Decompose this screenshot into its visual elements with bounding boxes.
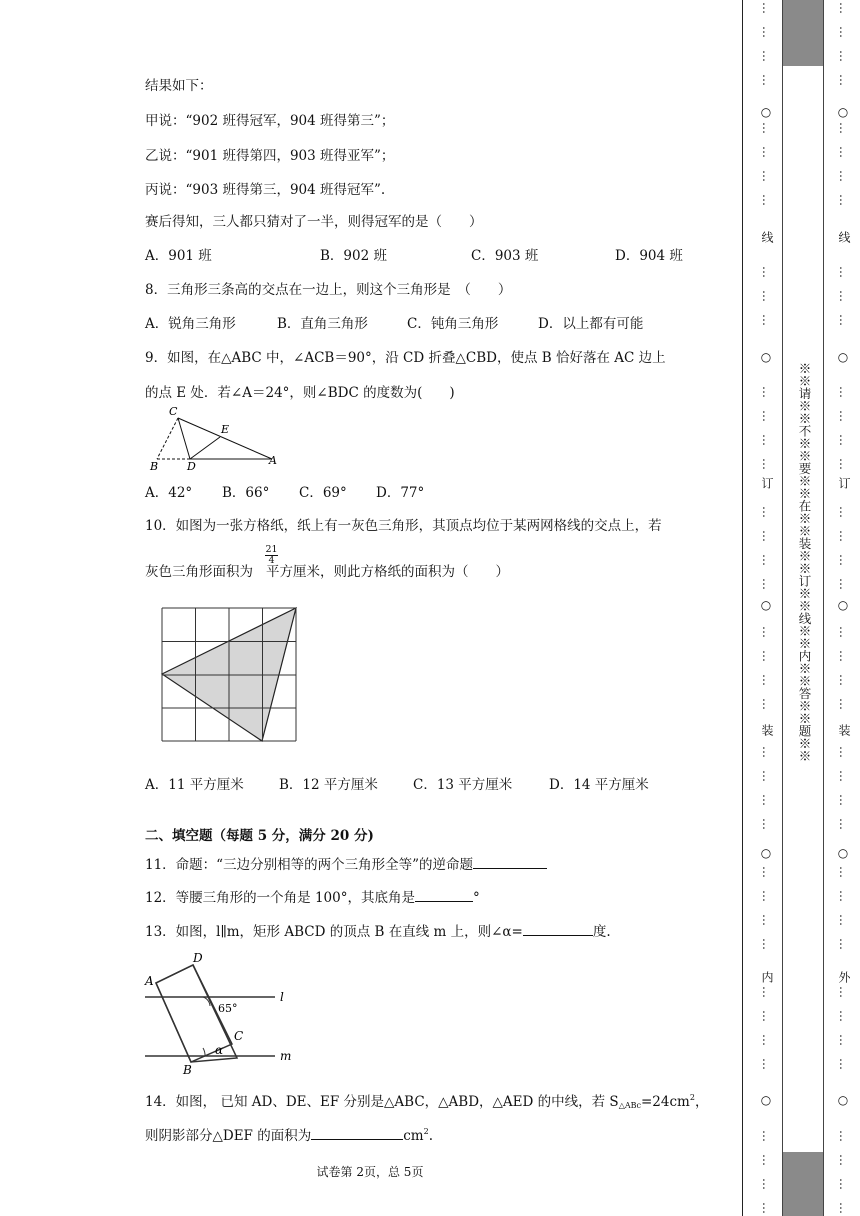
q9-label-c: C xyxy=(169,405,178,418)
outer-dots: … xyxy=(837,866,851,878)
outer-dots: … xyxy=(837,506,851,518)
outer-dots: … xyxy=(837,146,851,158)
inner-dots: … xyxy=(760,458,774,470)
q9-option-d: D．77° xyxy=(376,485,425,501)
outer-dots: … xyxy=(837,194,851,206)
q13-label-b: B xyxy=(183,1063,192,1077)
q8-option-a: A．锐角三角形 xyxy=(145,316,236,332)
q10-option-c: C．13 平方厘米 xyxy=(413,777,513,793)
q7-option-c: C．903 班 xyxy=(471,248,539,264)
q7-stem: 赛后得知，三人都只猜对了一半，则得冠军的是（ ） xyxy=(145,214,483,230)
inner-dots: … xyxy=(760,746,774,758)
outer-dotted-column xyxy=(836,0,850,1216)
q7-jia-statement: 甲说：“902 班得冠军，904 班得第三”； xyxy=(145,113,395,129)
notice-strip-bottom-block xyxy=(783,1152,823,1216)
outer-dots: … xyxy=(837,1130,851,1142)
outer-mark-0: 线 xyxy=(837,231,851,243)
inner-dots: … xyxy=(760,554,774,566)
q13-label-d: D xyxy=(193,951,203,965)
inner-dots: … xyxy=(760,914,774,926)
margin-border-line xyxy=(742,0,743,1216)
outer-dots: … xyxy=(837,818,851,830)
outer-mark-3: 外 xyxy=(837,971,851,983)
page-footer: 试卷第 2页，总 5页 xyxy=(316,1165,424,1179)
q10-fraction xyxy=(265,545,278,566)
outer-dots: … xyxy=(837,1058,851,1070)
inner-dots: … xyxy=(760,986,774,998)
inner-dots: … xyxy=(760,674,774,686)
q13-label-c: C xyxy=(234,1029,244,1043)
inner-mark-1: 订 xyxy=(760,477,774,489)
outer-circle-mark: ○ xyxy=(837,1093,849,1107)
outer-circle-mark: ○ xyxy=(837,846,849,860)
inner-dots: … xyxy=(760,314,774,326)
outer-dots: … xyxy=(837,650,851,662)
inner-circle-mark: ○ xyxy=(760,105,772,119)
q9-stem-line2: 的点 E 处．若∠A＝24°，则∠BDC 的度数为( ) xyxy=(145,385,455,401)
q10-stem-line1: 10．如图为一张方格纸，纸上有一灰色三角形，其顶点均位于某两网格线的交点上，若 xyxy=(145,518,662,534)
q9-label-d: D xyxy=(187,460,196,473)
outer-dots: … xyxy=(837,938,851,950)
inner-dots: … xyxy=(760,1034,774,1046)
inner-dots: … xyxy=(760,1010,774,1022)
outer-dots: … xyxy=(837,698,851,710)
outer-dots: … xyxy=(837,2,851,14)
q14-text-line1: 14．如图， 已知 AD、DE、EF 分别是△ABC，△ABD，△AED 的中线，若 $S\triangle ABc=24cm^2$， xyxy=(145,1093,709,1110)
q7-option-b: B．902 班 xyxy=(320,248,387,264)
outer-dots: … xyxy=(837,746,851,758)
q13-answer-blank[interactable] xyxy=(523,923,593,936)
outer-dots: … xyxy=(837,674,851,686)
inner-dots: … xyxy=(760,194,774,206)
inner-dots: … xyxy=(760,410,774,422)
inner-dots: … xyxy=(760,266,774,278)
q13-label-a: A xyxy=(145,974,154,988)
outer-dots: … xyxy=(837,458,851,470)
q10-stem-line2: 灰色三角形面积为 平方厘米，则此方格纸的面积为（ ） xyxy=(145,564,509,580)
q9-option-b: B．66° xyxy=(222,485,270,501)
q7-option-a: A．901 班 xyxy=(145,248,212,264)
inner-mark-3: 内 xyxy=(760,971,774,983)
section2-title: 二、填空题（每题 5 分，满分 20 分) xyxy=(145,828,374,844)
notice-strip-top-block xyxy=(783,0,823,66)
q13-angle-65: 65° xyxy=(218,1002,238,1015)
q13-label-l: l xyxy=(280,990,284,1004)
q12-answer-blank[interactable] xyxy=(415,889,473,902)
q9-label-b: B xyxy=(150,460,159,473)
inner-dots: … xyxy=(760,938,774,950)
inner-dots: … xyxy=(760,1154,774,1166)
inner-mark-2: 装 xyxy=(760,724,774,736)
q7-bing-statement: 丙说：“903 班得第三，904 班得冠军”. xyxy=(145,182,386,198)
outer-dots: … xyxy=(837,290,851,302)
outer-dots: … xyxy=(837,50,851,62)
inner-dots: … xyxy=(760,698,774,710)
inner-dots: … xyxy=(760,50,774,62)
outer-mark-1: 订 xyxy=(837,477,851,489)
q8-stem: 8．三角形三条高的交点在一边上，则这个三角形是 （ ） xyxy=(145,282,512,298)
inner-dots: … xyxy=(760,26,774,38)
outer-dots: … xyxy=(837,1010,851,1022)
inner-dots: … xyxy=(760,74,774,86)
notice-strip xyxy=(782,0,824,1216)
outer-dots: … xyxy=(837,74,851,86)
q13-label-m: m xyxy=(280,1049,292,1063)
q13-text: 13．如图，l∥m，矩形 ABCD 的顶点 B 在直线 m 上，则∠α= 度. xyxy=(145,924,611,940)
inner-dots: … xyxy=(760,386,774,398)
outer-circle-mark: ○ xyxy=(837,105,849,119)
q10-grid-figure xyxy=(158,604,302,746)
inner-dots: … xyxy=(760,890,774,902)
q9-label-a: A xyxy=(269,454,277,467)
inner-dots: … xyxy=(760,170,774,182)
q10-option-b: B．12 平方厘米 xyxy=(279,777,378,793)
notice-text: ※※请※※不※※要※※在※※装※※订※※线※※内※※答※※题※※ xyxy=(797,362,812,762)
outer-dots: … xyxy=(837,386,851,398)
outer-dots: … xyxy=(837,986,851,998)
q8-option-d: D．以上都有可能 xyxy=(538,316,644,332)
q9-label-e: E xyxy=(221,423,230,436)
q9-option-a: A．42° xyxy=(145,485,193,501)
outer-dots: … xyxy=(837,1154,851,1166)
inner-mark-0: 线 xyxy=(760,231,774,243)
inner-dots: … xyxy=(760,146,774,158)
outer-dots: … xyxy=(837,530,851,542)
outer-circle-mark: ○ xyxy=(837,598,849,612)
q8-option-b: B．直角三角形 xyxy=(277,316,368,332)
q10-option-a: A．11 平方厘米 xyxy=(145,777,244,793)
q14-text-line2: 则阴影部分△DEF 的面积为 $cm^2$. xyxy=(145,1127,433,1144)
inner-dots: … xyxy=(760,434,774,446)
outer-dots: … xyxy=(837,914,851,926)
q11-answer-blank[interactable] xyxy=(473,856,547,869)
q14-answer-blank[interactable] xyxy=(311,1127,403,1140)
inner-dots: … xyxy=(760,1178,774,1190)
inner-dots: … xyxy=(760,122,774,134)
outer-dots: … xyxy=(837,170,851,182)
outer-dots: … xyxy=(837,314,851,326)
inner-dots: … xyxy=(760,626,774,638)
inner-dots: … xyxy=(760,650,774,662)
q9-option-c: C．69° xyxy=(299,485,347,501)
inner-dots: … xyxy=(760,578,774,590)
q13-figure xyxy=(143,948,293,1078)
q12-text: 12．等腰三角形的一个角是 100°，其底角是 ° xyxy=(145,890,480,906)
inner-dotted-column xyxy=(759,0,773,1216)
q7-yi-statement: 乙说：“901 班得第四，903 班得亚军”； xyxy=(145,148,395,164)
outer-dots: … xyxy=(837,578,851,590)
inner-dots: … xyxy=(760,530,774,542)
inner-dots: … xyxy=(760,1058,774,1070)
inner-circle-mark: ○ xyxy=(760,350,772,364)
q9-figure xyxy=(145,402,285,474)
outer-circle-mark: ○ xyxy=(837,350,849,364)
q10-fraction-denominator: 4 xyxy=(265,555,278,566)
inner-dots: … xyxy=(760,818,774,830)
inner-dots: … xyxy=(760,770,774,782)
q8-option-c: C．钝角三角形 xyxy=(407,316,499,332)
q10-fraction-numerator: 21 xyxy=(265,544,278,555)
outer-dots: … xyxy=(837,794,851,806)
q7-option-d: D．904 班 xyxy=(615,248,683,264)
q13-label-alpha: α xyxy=(215,1043,224,1057)
outer-dots: … xyxy=(837,890,851,902)
outer-dots: … xyxy=(837,770,851,782)
inner-circle-mark: ○ xyxy=(760,598,772,612)
outer-dots: … xyxy=(837,1178,851,1190)
inner-dots: … xyxy=(760,506,774,518)
inner-dots: … xyxy=(760,1202,774,1214)
inner-circle-mark: ○ xyxy=(760,846,772,860)
inner-dots: … xyxy=(760,2,774,14)
q11-text: 11．命题：“三边分别相等的两个三角形全等”的逆命题 xyxy=(145,853,547,873)
outer-dots: … xyxy=(837,26,851,38)
outer-dots: … xyxy=(837,434,851,446)
outer-dots: … xyxy=(837,122,851,134)
outer-dots: … xyxy=(837,266,851,278)
outer-dots: … xyxy=(837,1202,851,1214)
q10-option-d: D．14 平方厘米 xyxy=(549,777,649,793)
inner-dots: … xyxy=(760,1130,774,1142)
outer-dots: … xyxy=(837,554,851,566)
inner-dots: … xyxy=(760,794,774,806)
outer-mark-2: 装 xyxy=(837,724,851,736)
inner-circle-mark: ○ xyxy=(760,1093,772,1107)
inner-dots: … xyxy=(760,290,774,302)
q7-intro: 结果如下： xyxy=(145,78,213,94)
inner-dots: … xyxy=(760,866,774,878)
q9-stem-line1: 9．如图，在△ABC 中，∠ACB＝90°，沿 CD 折叠△CBD，使点 B 恰好落在 AC 边上 xyxy=(145,350,666,366)
outer-dots: … xyxy=(837,1034,851,1046)
outer-dots: … xyxy=(837,626,851,638)
outer-dots: … xyxy=(837,410,851,422)
